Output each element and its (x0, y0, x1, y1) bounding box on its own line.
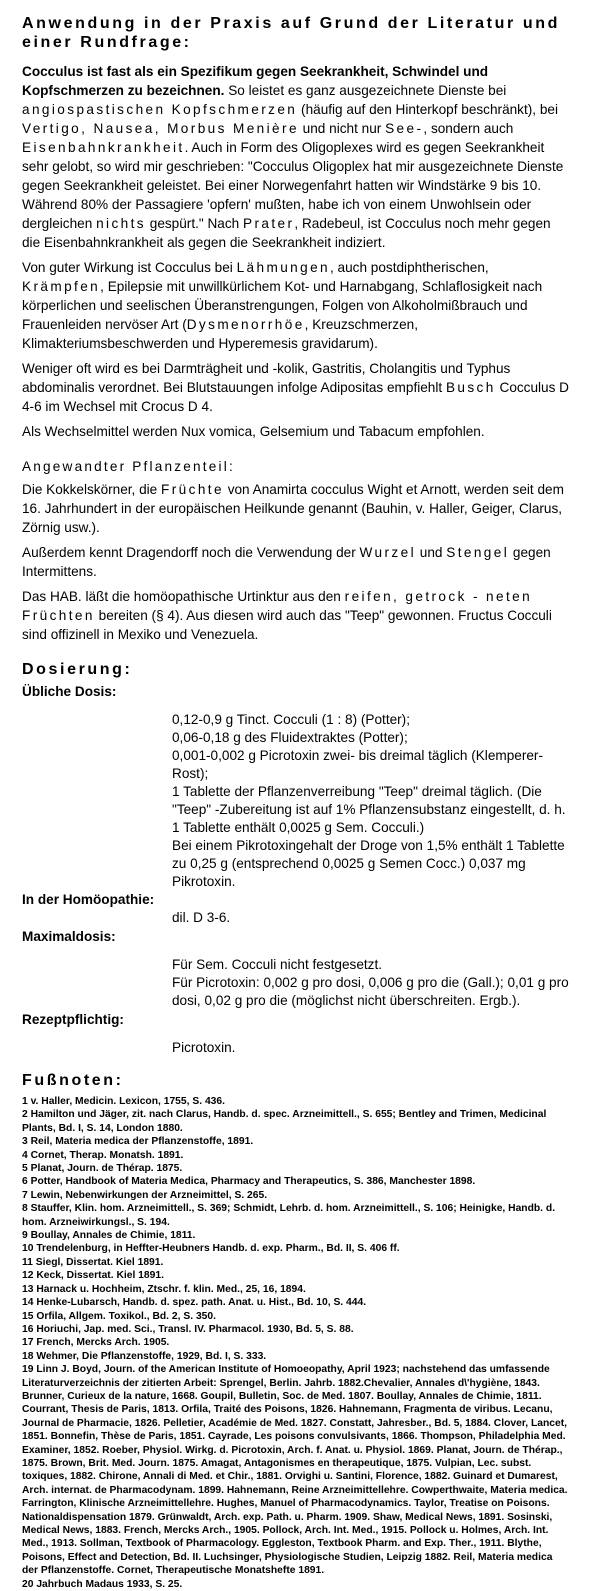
homoeopathie-label: In der Homöopathie: (22, 892, 155, 907)
footnote-item: 20 Jahrbuch Madaus 1933, S. 25. (22, 1578, 183, 1590)
footnote-item: 19 Linn J. Boyd, Journ. of the American Institute of Homoeopathy, April 1923; nachstehend das umfassende Literaturverzeichnis der zitierten Arbeit: Sprengel, Berlin. Jahrb. 1882.Chevalier, Annales d\'hygiène, 1843. Brunner, Curieux de la nature, 1668. Goupil, Bulletin, Soc. de Med. 1807. Boullay, Annales de Chimie, 1811. Courrant, Thesis de Paris, 1813. Orfila, Traité des Poisons, 1826. Hahnemann, Fragmenta de viribus. Lecanu, Journal de Pharmacie, 1826. Pelletier, Académie de Med. 1827. Constatt, Jahresber., Bd. 5, 1884. Clover, Lancet, 1851. Bonnefin, Thèse de Paris, 1851. Cayrade, Les poisons convulsivants, 1866. Thompson, Philadelphia Med. Examiner, 1852. Roeber, Physiol. Wirkg. d. Picrotoxin, Arch. f. Anat. u. Physiol. 1869. Planat, Journ. de Thérap., 1875. Brown, Brit. Med. Journ. 1875. Amagat, Antagonismes en therapeutique, 1875. Vulpian, Lec. subst. toxiques, 1882. Chirone, Annali di Med. et Chir., 1881. Orvighi u. Santini, Florence, 1882. Guinard et Dumarest, Arch. internat. de Pharmacodynam. 1899. Hahnemann, Reine Arzneimittellehre. Cowperthwaite, Materia medica. Farrington, Klinische Arzneimittellehre. Hughes, Manuel of Pharmacodynamics. Taylor, Treatise on Poisons. Nationaldispensation 1879. Grünwaldt, Arch. exp. Path. u. Pharm. 1909. Shaw, Medical News, 1891. Sosinski, Medical News, 1883. French, Mercks Arch., 1905. Pollock, Arch. Int. Med., 1915. Pollock u. Holmes, Arch. Int. Med., 1913. Sollman, Textbook of Pharmacology. Eggleston, Textbook Pharm. and Exp. Ther., 1911. Blythe, Poisons, Effect and Detection, Bd. II. Luchsinger, Physiologische Studien, Leipzig 1882. Reil, Materia medica der Pflanzenstoffe. Cornet, Therapeutische Monatshefte 1891. (22, 1364, 568, 1577)
paragraph-seekrankheit: Cocculus ist fast als ein Spezifikum gegen Seekrankheit, Schwindel und Kopfschmerzen zu bezeichnen. So leistet es ganz ausgezeichnete Dienste bei angiospastischen Kopfschmerzen (häufig auf den Hinterkopf beschränkt), bei Vertigo, Nausea, Morbus Menière und nicht nur See-, sondern auch Eisenbahnkrankheit. Auch in Form des Oligoplexes wird es gegen Seekrankheit sehr gelobt, so wird mir geschrieben: "Cocculus Oligoplex hat mir ausgezeichnete Dienste gegen Seekrankheit geleistet. Bei einer Norwegenfahrt hatten wir Windstärke 9 bis 10. Während 80% der Passagiere 'opfern' mußten, habe ich von einem Unwohlsein oder dergleichen nichts gespürt." Nach Prater, Radebeul, ist Cocculus noch mehr gegen die Eisenbahnkrankheit als gegen die Seekrankheit indiziert. (22, 64, 564, 250)
section-heading: Anwendung in der Praxis auf Grund der Literatur und einer Rundfrage: (22, 15, 560, 51)
footnote-item: 11 Siegl, Dissertat. Kiel 1891. (22, 1256, 164, 1268)
footnote-item: 6 Potter, Handbook of Materia Medica, Pharmacy and Therapeutics, S. 386, Manchester 1898. (22, 1176, 476, 1188)
footnote-item: 3 Reil, Materia medica der Pflanzenstoffe, 1891. (22, 1136, 254, 1148)
dose-line: 0,12-0,9 g Tinct. Cocculi (1 : 8) (Potter); (172, 712, 410, 727)
footnote-item: 10 Trendelenburg, in Heffter-Heubners Handb. d. exp. Pharm., Bd. II, S. 406 ff. (22, 1243, 400, 1255)
dose-line: 0,001-0,002 g Picrotoxin zwei- bis dreimal täglich (Klemperer-Rost); (172, 748, 543, 781)
paragraph-kokkelskoerner: Die Kokkelskörner, die Früchte von Anamirta cocculus Wight et Arnott, werden seit dem 16. Jahrhundert in der europäischen Heilkunde genannt (Bauhin, v. Haller, Geiger, Clarus, Zörnig usw.). (22, 482, 564, 535)
paragraph-laehmungen: Von guter Wirkung ist Cocculus bei Lähmungen, auch postdiphtherischen, Krämpfen, Epilepsie mit unwillkürlichem Kot- und Harnabgang, Schlaflosigkeit nach körperlichen und seelischen Überanstrengungen, Folgen von Alkoholmißbrauch und Frauenleiden nervöser Art (Dysmenorrhöe, Kreuzschmerzen, Klimakteriumsbeschwerden und Hyperemesis gravidarum). (22, 260, 543, 351)
dose-line: 1 Tablette der Pflanzenverreibung "Teep" dreimal täglich. (Die "Teep" -Zubereitung ist auf 1% Pflanzensubstanz eingestellt, d. h. 1 Tablette enthält 0,0025 g Sem. Cocculi.) (172, 784, 566, 835)
footnote-item: 1 v. Haller, Medicin. Lexicon, 1755, S. 436. (22, 1096, 225, 1107)
ubliche-dosis-values (172, 711, 571, 891)
paragraph-dragendorff: Außerdem kennt Dragendorff noch die Verwendung der Wurzel und Stengel gegen Intermittens. (22, 545, 551, 579)
footnote-item: 14 Henke-Lubarsch, Handb. d. spez. path. Anat. u. Hist., Bd. 10, S. 444. (22, 1297, 367, 1309)
dose-line: Für Sem. Cocculi nicht festgesetzt. (172, 957, 383, 972)
lead-sentence: Cocculus ist fast als ein Spezifikum gegen Seekrankheit, Schwindel und Kopfschmerzen zu bezeichnen. (22, 64, 489, 98)
footnote-item: 7 Lewin, Nebenwirkungen der Arzneimittel, S. 265. (22, 1189, 268, 1201)
footnote-item: 17 French, Mercks Arch. 1905. (22, 1337, 170, 1349)
footnote-item: 2 Hamilton und Jäger, zit. nach Clarus, Handb. d. spec. Arzneimittell., S. 655; Bentley and Trimen, Medicinal Plants, Bd. I, S. 14, London 1880. (22, 1109, 547, 1134)
dose-line: Bei einem Pikrotoxingehalt der Droge von 1,5% enthält 1 Tablette zu 0,25 g (entsprechend 0,0025 g Semen Cocc.) 0,037 mg Pikrotoxin. (172, 838, 565, 889)
footnote-item: 16 Horiuchi, Jap. med. Sci., Transl. IV. Pharmacol. 1930, Bd. 5, S. 88. (22, 1323, 354, 1335)
dose-line: 0,06-0,18 g des Fluidextraktes (Potter); (172, 730, 408, 745)
dosierung-heading: Dosierung: (22, 661, 133, 678)
footnote-item: 5 Planat, Journ. de Thérap. 1875. (22, 1163, 183, 1175)
footnote-item: 15 Orfila, Allgem. Toxikol., Bd. 2, S. 350. (22, 1310, 216, 1322)
footnote-item: 18 Wehmer, Die Pflanzenstoffe, 1929, Bd. I, S. 333. (22, 1350, 267, 1362)
footnotes-list (22, 1095, 571, 1591)
footnote-item: 13 Harnack u. Hochheim, Ztschr. f. klin. Med., 25, 16, 1894. (22, 1283, 306, 1295)
rezeptpflichtig-label: Rezeptpflichtig: (22, 1012, 124, 1027)
dose-line: Für Picrotoxin: 0,002 g pro dosi, 0,006 g pro die (Gall.); 0,01 g pro dosi, 0,02 g pro die (möglichst nicht überschreiten. Ergb.). (172, 975, 569, 1008)
footnote-item: 8 Stauffer, Klin. hom. Arzneimittell., S. 369; Schmidt, Lehrb. d. hom. Arzneimittell., S. 106; Heinigke, Handb. d. hom. Arzneiwirkungsl., S. 194. (22, 1203, 556, 1228)
plant-part-heading: Angewandter Pflanzenteil: (22, 459, 235, 474)
homoeopathie-value: dil. D 3-6. (172, 910, 231, 925)
footnote-item: 4 Cornet, Therap. Monatsh. 1891. (22, 1149, 184, 1161)
footnote-item: 9 Boullay, Annales de Chimie, 1811. (22, 1230, 196, 1242)
paragraph-hab: Das HAB. läßt die homöopathische Urtinktur aus den reifen, getrock - neten Früchten bereiten (§ 4). Aus diesen wird auch das "Teep" gewonnen. Fructus Cocculi sind offizinell in Mexiko und Venezuela. (22, 589, 552, 642)
paragraph-darmtraegheit: Weniger oft wird es bei Darmträgheit und -kolik, Gastritis, Cholangitis und Typhus abdominalis verordnet. Bei Blutstauungen infolge Adipositas empfiehlt Busch Cocculus D 4-6 im Wechsel mit Crocus D 4. (22, 361, 569, 414)
footnotes-heading: Fußnoten: (22, 1072, 124, 1089)
paragraph-wechselmittel: Als Wechselmittel werden Nux vomica, Gelsemium und Tabacum empfohlen. (22, 424, 485, 439)
maximaldosis-label: Maximaldosis: (22, 929, 116, 944)
footnote-item: 12 Keck, Dissertat. Kiel 1891. (22, 1270, 164, 1282)
ubliche-dosis-label: Übliche Dosis: (22, 684, 117, 699)
maximaldosis-values (172, 956, 571, 1010)
rezeptpflichtig-value: Picrotoxin. (172, 1040, 236, 1055)
